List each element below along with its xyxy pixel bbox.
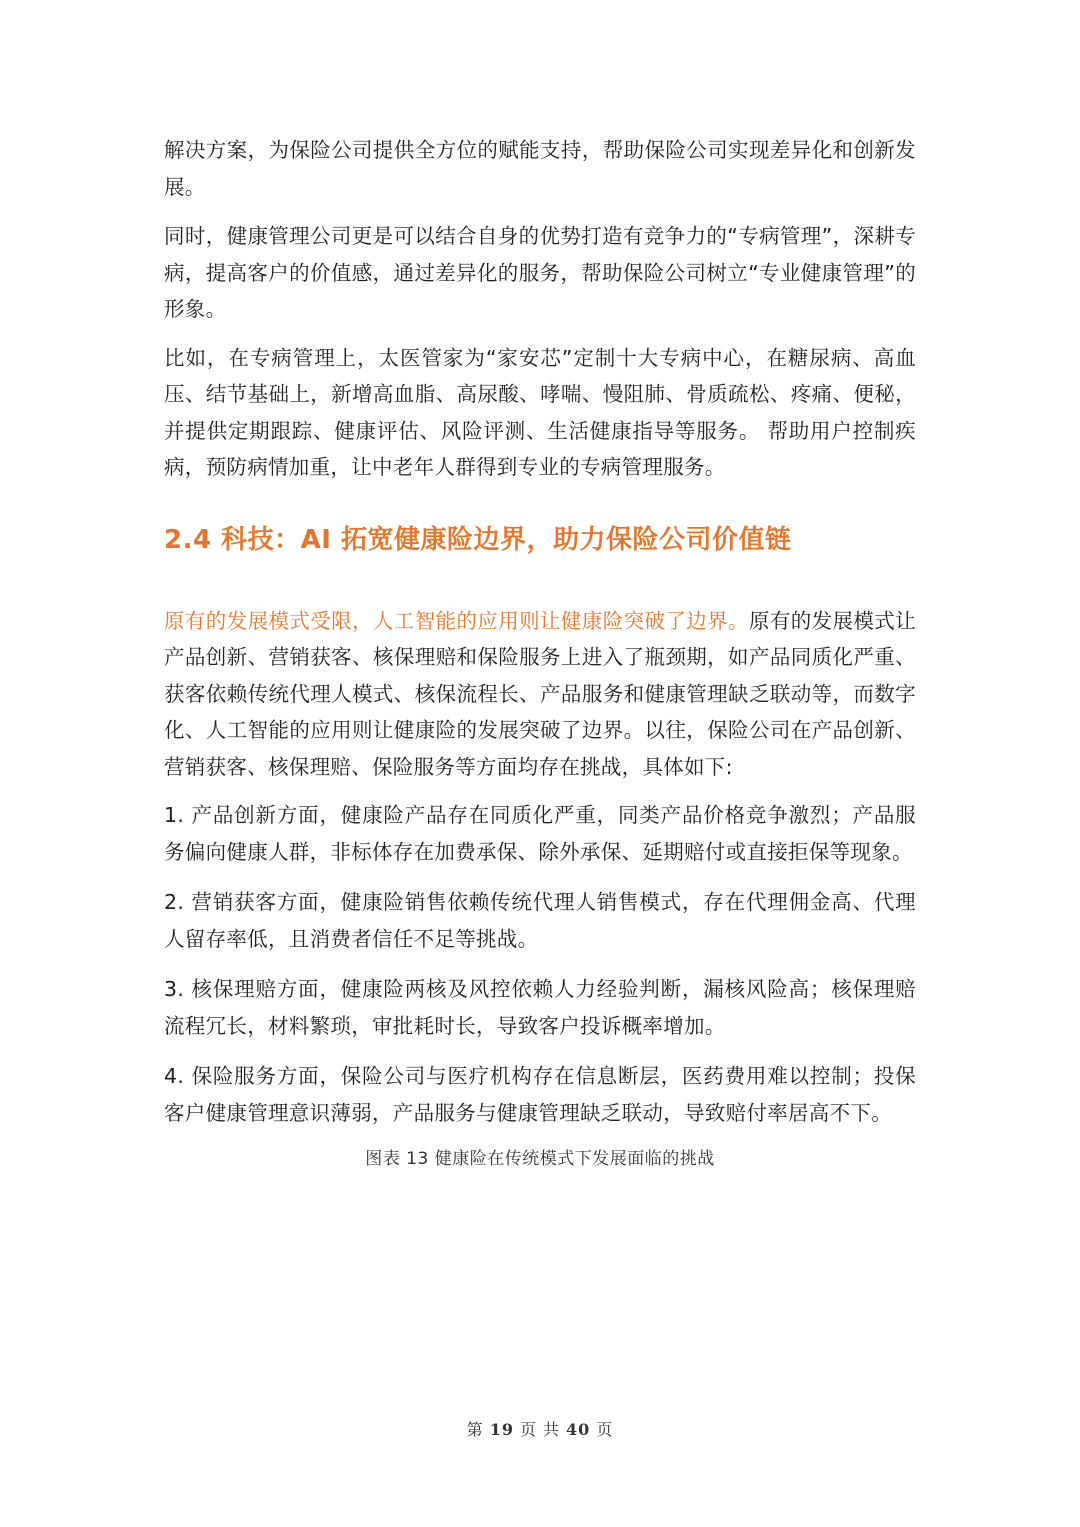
- page-footer: [0, 1417, 1080, 1440]
- paragraph-intro: [164, 603, 916, 786]
- list-item-insurance-service: 4. 保险服务方面，保险公司与医疗机构存在信息断层，医药费用难以控制；投保客户健康管理意识薄弱，产品服务与健康管理缺乏联动，导致赔付率居高不下。: [164, 1064, 916, 1125]
- footer-suffix: 页: [596, 1420, 614, 1439]
- figure-caption: 图表 13 健康险在传统模式下发展面临的挑战: [365, 1149, 715, 1169]
- paragraph-solution: 解决方案，为保险公司提供全方位的赋能支持，帮助保险公司实现差异化和创新发展。: [164, 138, 916, 199]
- paragraph-specialty-management: 同时，健康管理公司更是可以结合自身的优势打造有竞争力的“专病管理”，深耕专病，提高客户的价值感，通过差异化的服务，帮助保险公司树立“专业健康管理”的形象。: [164, 224, 916, 321]
- intro-highlight: 原有的发展模式受限，人工智能的应用则让健康险突破了边界。: [164, 608, 749, 633]
- intro-text: 原有的发展模式让产品创新、营销获客、核保理赔和保险服务上进入了瓶颈期，如产品同质化严重、获客依赖传统代理人模式、核保流程长、产品服务和健康管理缺乏联动等，而数字化、人工智能的应用则让健康险的发展突破了边界。以往，保险公司在产品创新、营销获客、核保理赔、保险服务等方面均存在挑战，具体如下:: [164, 608, 916, 779]
- list-item-marketing: 2. 营销获客方面，健康险销售依赖传统代理人销售模式，存在代理佣金高、代理人留存率低，且消费者信任不足等挑战。: [164, 890, 916, 951]
- footer-total-pages: 40: [566, 1420, 591, 1439]
- page-content: [164, 132, 916, 1173]
- list-item-product-innovation: 1. 产品创新方面，健康险产品存在同质化严重，同类产品价格竞争激烈；产品服务偏向健康人群，非标体存在加费承保、除外承保、延期赔付或直接拒保等现象。: [164, 803, 916, 864]
- footer-prefix: 第: [466, 1420, 484, 1439]
- paragraph-example: 比如，在专病管理上，太医管家为“家安芯”定制十大专病中心，在糖尿病、高血压、结节基础上，新增高血脂、高尿酸、哮喘、慢阻肺、骨质疏松、疼痛、便秘，并提供定期跟踪、健康评估、风险评测、生活健康指导等服务。 帮助用户控制疾病，预防病情加重，让中老年人群得到专业的专病管理服务。: [164, 345, 916, 479]
- section-heading: 2.4 科技：AI 拓宽健康险边界，助力保险公司价值链: [164, 524, 792, 555]
- footer-middle: 页 共: [519, 1420, 561, 1439]
- footer-current-page: 19: [489, 1420, 514, 1439]
- list-item-underwriting: 3. 核保理赔方面，健康险两核及风控依赖人力经验判断，漏核风险高；核保理赔流程冗长，材料繁琐，审批耗时长，导致客户投诉概率增加。: [164, 977, 916, 1038]
